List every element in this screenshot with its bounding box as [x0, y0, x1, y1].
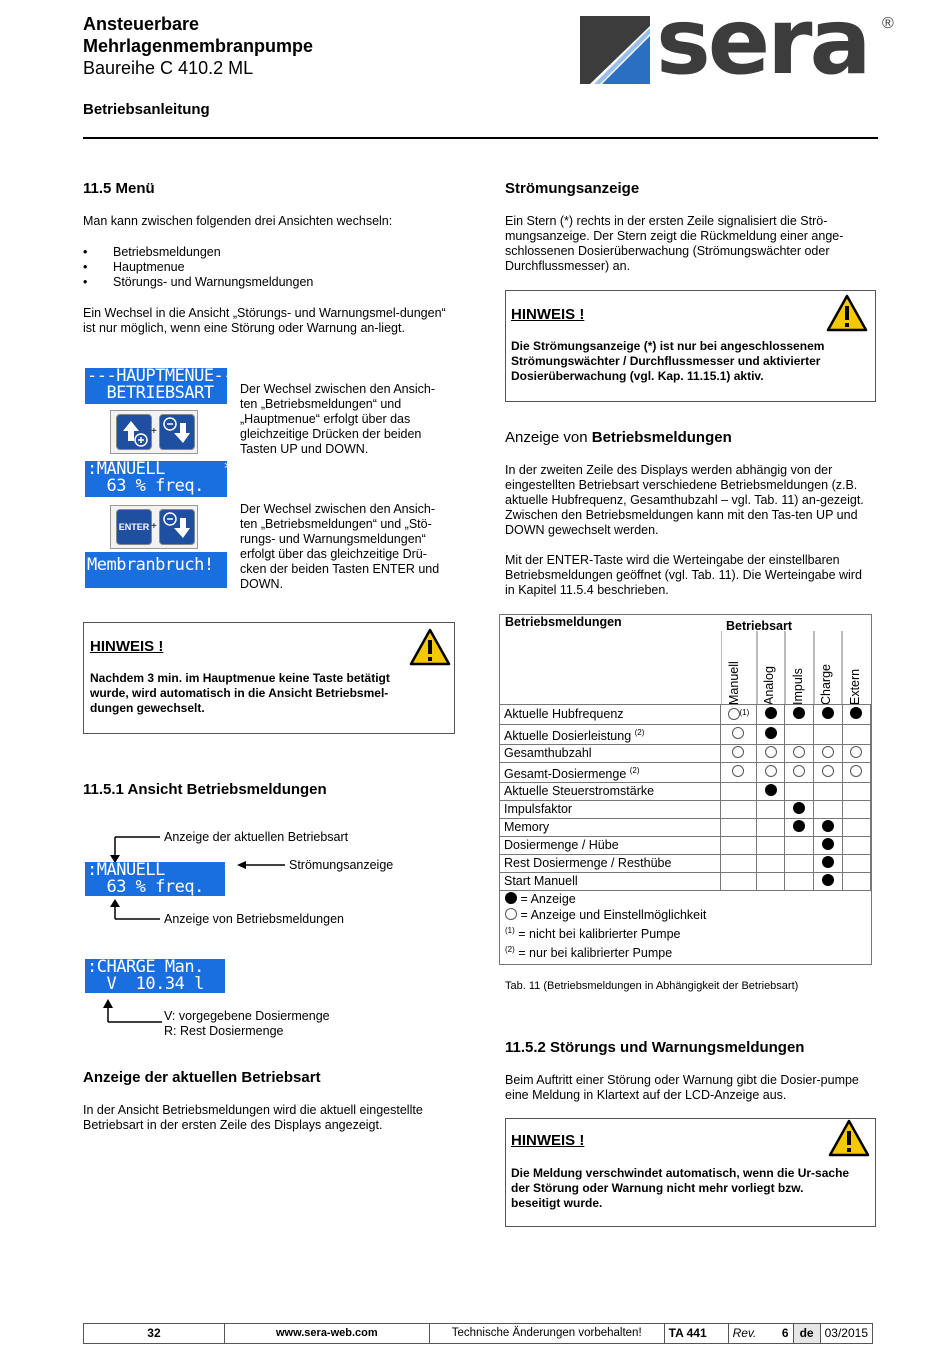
table-cell [814, 725, 842, 745]
table-cell [720, 855, 756, 873]
table-cell [756, 837, 784, 855]
anzeige-text-2: Mit der ENTER-Taste wird die Werteingabe der einstellbaren Betriebsmeldungen geöffnet (vgl. Tab. 11). Die Werteingabe wird in Kapitel 11.5.4 beschrieben. [505, 553, 862, 597]
table-cell [842, 837, 870, 855]
down-arrow-icon [160, 415, 194, 449]
header-rule [83, 137, 878, 139]
doc-title-2: Mehrlagenmembranpumpe [83, 36, 314, 56]
page-footer [83, 1323, 873, 1344]
enter-button[interactable]: ENTER [116, 509, 152, 545]
plus-sign: + [151, 521, 157, 532]
filled-dot-icon [850, 707, 862, 719]
table-cell [756, 745, 784, 763]
row-label: Aktuelle Dosierleistung $^{(2)}$ [500, 725, 721, 745]
down-arrow-icon [160, 510, 194, 544]
switch-text-2: Der Wechsel zwischen den Ansich-ten „Betriebsmeldungen“ und „Stö-rungs- und Warnungsmeldungen“ erfolgt über das gleichzeitige Drü-cken der beiden Tasten ENTER und DOWN. [240, 502, 440, 591]
up-button[interactable] [116, 414, 152, 450]
row-label: Aktuelle Steuerstromstärke [500, 783, 721, 801]
open-dot-icon [728, 708, 740, 720]
down-button[interactable] [159, 414, 195, 450]
filled-dot-icon [822, 838, 834, 850]
table-cell [720, 819, 756, 837]
table-body [499, 704, 871, 891]
footer-rev: 6 [767, 1324, 793, 1344]
table-cell [842, 801, 870, 819]
up-arrow-icon [117, 415, 151, 449]
table-cell [814, 873, 842, 891]
hinweis-title: HINWEIS ! [90, 638, 164, 655]
open-dot-icon [732, 765, 744, 777]
button-pair-up-down [110, 410, 198, 454]
filled-dot-icon [765, 707, 777, 719]
mode-header: Extern [848, 668, 862, 705]
lcd-example-manuell: :MANUELL * 63 % freq. [87, 860, 234, 897]
table-cell [814, 745, 842, 763]
lcd-example-charge: :CHARGE Man. V 10.34 l [85, 959, 225, 993]
section-title-stoerungen: 11.5.2 Störungs und Warnungsmeldungen [505, 1039, 805, 1056]
row-label: Dosiermenge / Hübe [500, 837, 721, 855]
hinweis-box [505, 1118, 876, 1227]
table-cell [756, 705, 784, 725]
menu-para: Ein Wechsel in die Ansicht „Störungs- und Warnungsmel-dungen“ ist nur möglich, wenn eine Störung oder Warnung an-liegt. [83, 306, 446, 335]
table-cell [814, 705, 842, 725]
row-label: Rest Dosiermenge / Resthübe [500, 855, 721, 873]
open-dot-icon [793, 746, 805, 758]
table-cell [720, 745, 756, 763]
table-cell [842, 873, 870, 891]
table-cell [756, 725, 784, 745]
table-cell [842, 819, 870, 837]
annotation-v: V: vorgegebene Dosiermenge [164, 1009, 330, 1023]
section-title-menu: 11.5 Menü [83, 180, 155, 197]
table-cell [785, 705, 814, 725]
sera-logo [580, 0, 900, 95]
table-caption: Tab. 11 (Betriebsmeldungen in Abhängigkeit der Betriebsart) [505, 980, 799, 992]
open-dot-icon [793, 765, 805, 777]
betriebsart-text: In der Ansicht Betriebsmeldungen wird die aktuell eingestellte Betriebsart in der ersten Zeile des Displays angezeigt. [83, 1103, 423, 1132]
hinweis-text: Die Strömungsanzeige (*) ist nur bei angeschlossenem Strömungswächter / Durchflussmesser und aktivierter Dosierüberwachung (vgl. Kap. 11.15.1) aktiv. [511, 339, 825, 383]
table-row [500, 745, 871, 763]
logo-mark-icon [580, 16, 650, 84]
annotation-stroemung: Strömungsanzeige [289, 858, 394, 872]
row-label: Start Manuell [500, 873, 721, 891]
open-dot-icon [850, 746, 862, 758]
lcd-hauptmenue: ---HAUPTMENUE--- BETRIEBSART [87, 366, 243, 403]
table-cell [814, 763, 842, 783]
table-row [500, 873, 871, 891]
table-row [500, 705, 871, 725]
mode-header: Charge [819, 664, 833, 705]
table-row [500, 837, 871, 855]
open-dot-icon [505, 908, 517, 920]
warning-icon [826, 294, 868, 332]
row-label: Impulsfaktor [500, 801, 721, 819]
table-cell [785, 855, 814, 873]
row-label: Memory [500, 819, 721, 837]
doc-subtitle: Betriebsanleitung [83, 101, 210, 118]
table-cell [814, 801, 842, 819]
logo-registered: ® [882, 15, 894, 32]
open-dot-icon [732, 727, 744, 739]
button-pair-enter-down [110, 505, 198, 549]
table-cell [720, 801, 756, 819]
lcd-betriebsmeldungen: :MANUELL * 63 % freq. [87, 459, 234, 496]
table-cell [720, 783, 756, 801]
table-cell [756, 819, 784, 837]
view-list [83, 245, 443, 290]
legend-note-1: $^{(1)}$ = nicht bei kalibrierter Pumpe [505, 926, 681, 942]
row-label: Gesamthubzahl [500, 745, 721, 763]
filled-dot-icon [505, 892, 517, 904]
hinweis-title: HINWEIS ! [511, 306, 585, 323]
page-number: 32 [84, 1324, 225, 1344]
table-row [500, 783, 871, 801]
table-row [500, 855, 871, 873]
table-col-header: Betriebsmeldungen [505, 615, 622, 629]
table-cell [842, 783, 870, 801]
filled-dot-icon [822, 856, 834, 868]
table-cell [842, 725, 870, 745]
section-title-anzeige: Anzeige von Betriebsmeldungen [505, 429, 732, 446]
table-cell [756, 783, 784, 801]
menu-intro: Man kann zwischen folgenden drei Ansichten wechseln: [83, 214, 393, 228]
table-cell [814, 855, 842, 873]
table-cell [842, 855, 870, 873]
table-cell [720, 763, 756, 783]
legend-filled: = Anzeige [505, 891, 706, 907]
down-button[interactable] [159, 509, 195, 545]
switch-text-1: Der Wechsel zwischen den Ansich-ten „Betriebsmeldungen“ und „Hauptmenue“ erfolgt über das gleichzeitige Drücken der beiden Tasten UP und DOWN. [240, 382, 435, 456]
section-title-ansicht: 11.5.1 Ansicht Betriebsmeldungen [83, 781, 327, 798]
footer-date: 03/2015 [820, 1324, 872, 1344]
filled-dot-icon [822, 707, 834, 719]
table-cell [785, 745, 814, 763]
warning-icon [409, 628, 451, 666]
footer-doc: TA 441 [664, 1324, 728, 1344]
table-cell [842, 763, 870, 783]
filled-dot-icon [793, 802, 805, 814]
open-dot-icon [822, 746, 834, 758]
open-dot-icon [765, 746, 777, 758]
filled-dot-icon [765, 727, 777, 739]
section-title-stroemung: Strömungsanzeige [505, 180, 640, 197]
table-cell [756, 855, 784, 873]
hinweis-box [505, 290, 876, 402]
table-cell [756, 873, 784, 891]
filled-dot-icon [822, 820, 834, 832]
open-dot-icon [822, 765, 834, 777]
annotation-betriebsart: Anzeige der aktuellen Betriebsart [164, 830, 349, 844]
table-legend [505, 891, 706, 961]
hinweis-text: Die Meldung verschwindet automatisch, wenn die Ur-sache der Störung oder Warnung nicht mehr vorliegt bzw. beseitigt wurde. [511, 1166, 850, 1210]
table-cell [756, 763, 784, 783]
legend-note-2: $^{(2)}$ = nur bei kalibrierter Pumpe [505, 945, 673, 961]
row-label: Gesamt-Dosiermenge $^{(2)}$ [500, 763, 721, 783]
filled-dot-icon [793, 707, 805, 719]
table-cell [785, 837, 814, 855]
list-item: • Störungs- und Warnungsmeldungen [83, 275, 314, 289]
table-group-header: Betriebsart [726, 619, 792, 633]
filled-dot-icon [822, 874, 834, 886]
table-cell [814, 837, 842, 855]
row-label: Aktuelle Hubfrequenz [500, 705, 721, 725]
betriebsmeldungen-table [499, 614, 872, 965]
table-row [500, 763, 871, 783]
open-dot-icon [765, 765, 777, 777]
table-cell [842, 745, 870, 763]
table-cell [814, 783, 842, 801]
table-row [500, 819, 871, 837]
annotation-r: R: Rest Dosiermenge [164, 1024, 284, 1038]
annotation-arrow-dosiermenge [100, 996, 170, 1028]
hinweis-box [83, 622, 455, 734]
hinweis-title: HINWEIS ! [511, 1132, 585, 1149]
table-cell [785, 801, 814, 819]
mode-header: Impuls [791, 668, 805, 705]
plus-sign: + [151, 426, 157, 437]
footer-lang: de [793, 1324, 820, 1344]
header-lines [721, 631, 871, 705]
mode-header: Analog [762, 666, 776, 705]
stroemung-text: Ein Stern (*) rechts in der ersten Zeile signalisiert die Strö-mungsanzeige. Der Stern zeigt die Rückmeldung einer ange-schlossenen Dosierüberwachung (Strömungswächter oder Durchflussmesser) an. [505, 214, 844, 273]
table-cell [785, 725, 814, 745]
warning-icon [828, 1119, 870, 1157]
table-cell [720, 873, 756, 891]
filled-dot-icon [765, 784, 777, 796]
annotation-meldungen: Anzeige von Betriebsmeldungen [164, 912, 344, 926]
footer-notice: Technische Änderungen vorbehalten! [429, 1324, 664, 1344]
table-cell [785, 819, 814, 837]
table-cell [842, 705, 870, 725]
list-item: • Betriebsmeldungen [83, 245, 221, 259]
open-dot-icon [732, 746, 744, 758]
lcd-stoerung: Membranbruch! [85, 552, 227, 588]
table-cell: (1) [720, 705, 756, 725]
footer-url[interactable]: www.sera-web.com [224, 1324, 429, 1344]
table-row [500, 725, 871, 745]
table-cell [720, 837, 756, 855]
table-cell [720, 725, 756, 745]
legend-open: = Anzeige und Einstellmöglichkeit [505, 907, 706, 923]
table-cell [814, 819, 842, 837]
hinweis-text: Nachdem 3 min. im Hauptmenue keine Taste betätigt wurde, wird automatisch in die Ansicht Betriebsmel-dungen gewechselt. [90, 671, 390, 715]
table-cell [785, 763, 814, 783]
open-dot-icon [850, 765, 862, 777]
section-title-betriebsart: Anzeige der aktuellen Betriebsart [83, 1069, 321, 1086]
table-cell [785, 783, 814, 801]
table-cell [756, 801, 784, 819]
anzeige-text-1: In der zweiten Zeile des Displays werden abhängig von der eingestellten Betriebsart verschiedene Betriebsmeldungen (z.B. aktuelle Hubfrequenz, Gesamthubzahl – vgl. Tab. 11) an-gezeigt. Zwischen den Betriebsmeldungen kann mit den Tas-ten UP und DOWN gewechselt werden. [505, 463, 864, 537]
filled-dot-icon [793, 820, 805, 832]
footer-rev-label: Rev. [728, 1324, 766, 1344]
list-item: • Hauptmenue [83, 260, 185, 274]
doc-title-3: Baureihe C 410.2 ML [83, 58, 254, 78]
doc-title-1: Ansteuerbare [83, 14, 200, 34]
mode-header: Manuell [727, 661, 741, 705]
stoerungen-text: Beim Auftritt einer Störung oder Warnung gibt die Dosier-pumpe eine Meldung in Klartext auf der LCD-Anzeige aus. [505, 1073, 859, 1102]
logo-wordmark: sera [656, 0, 869, 95]
table-row [500, 801, 871, 819]
table-cell [785, 873, 814, 891]
